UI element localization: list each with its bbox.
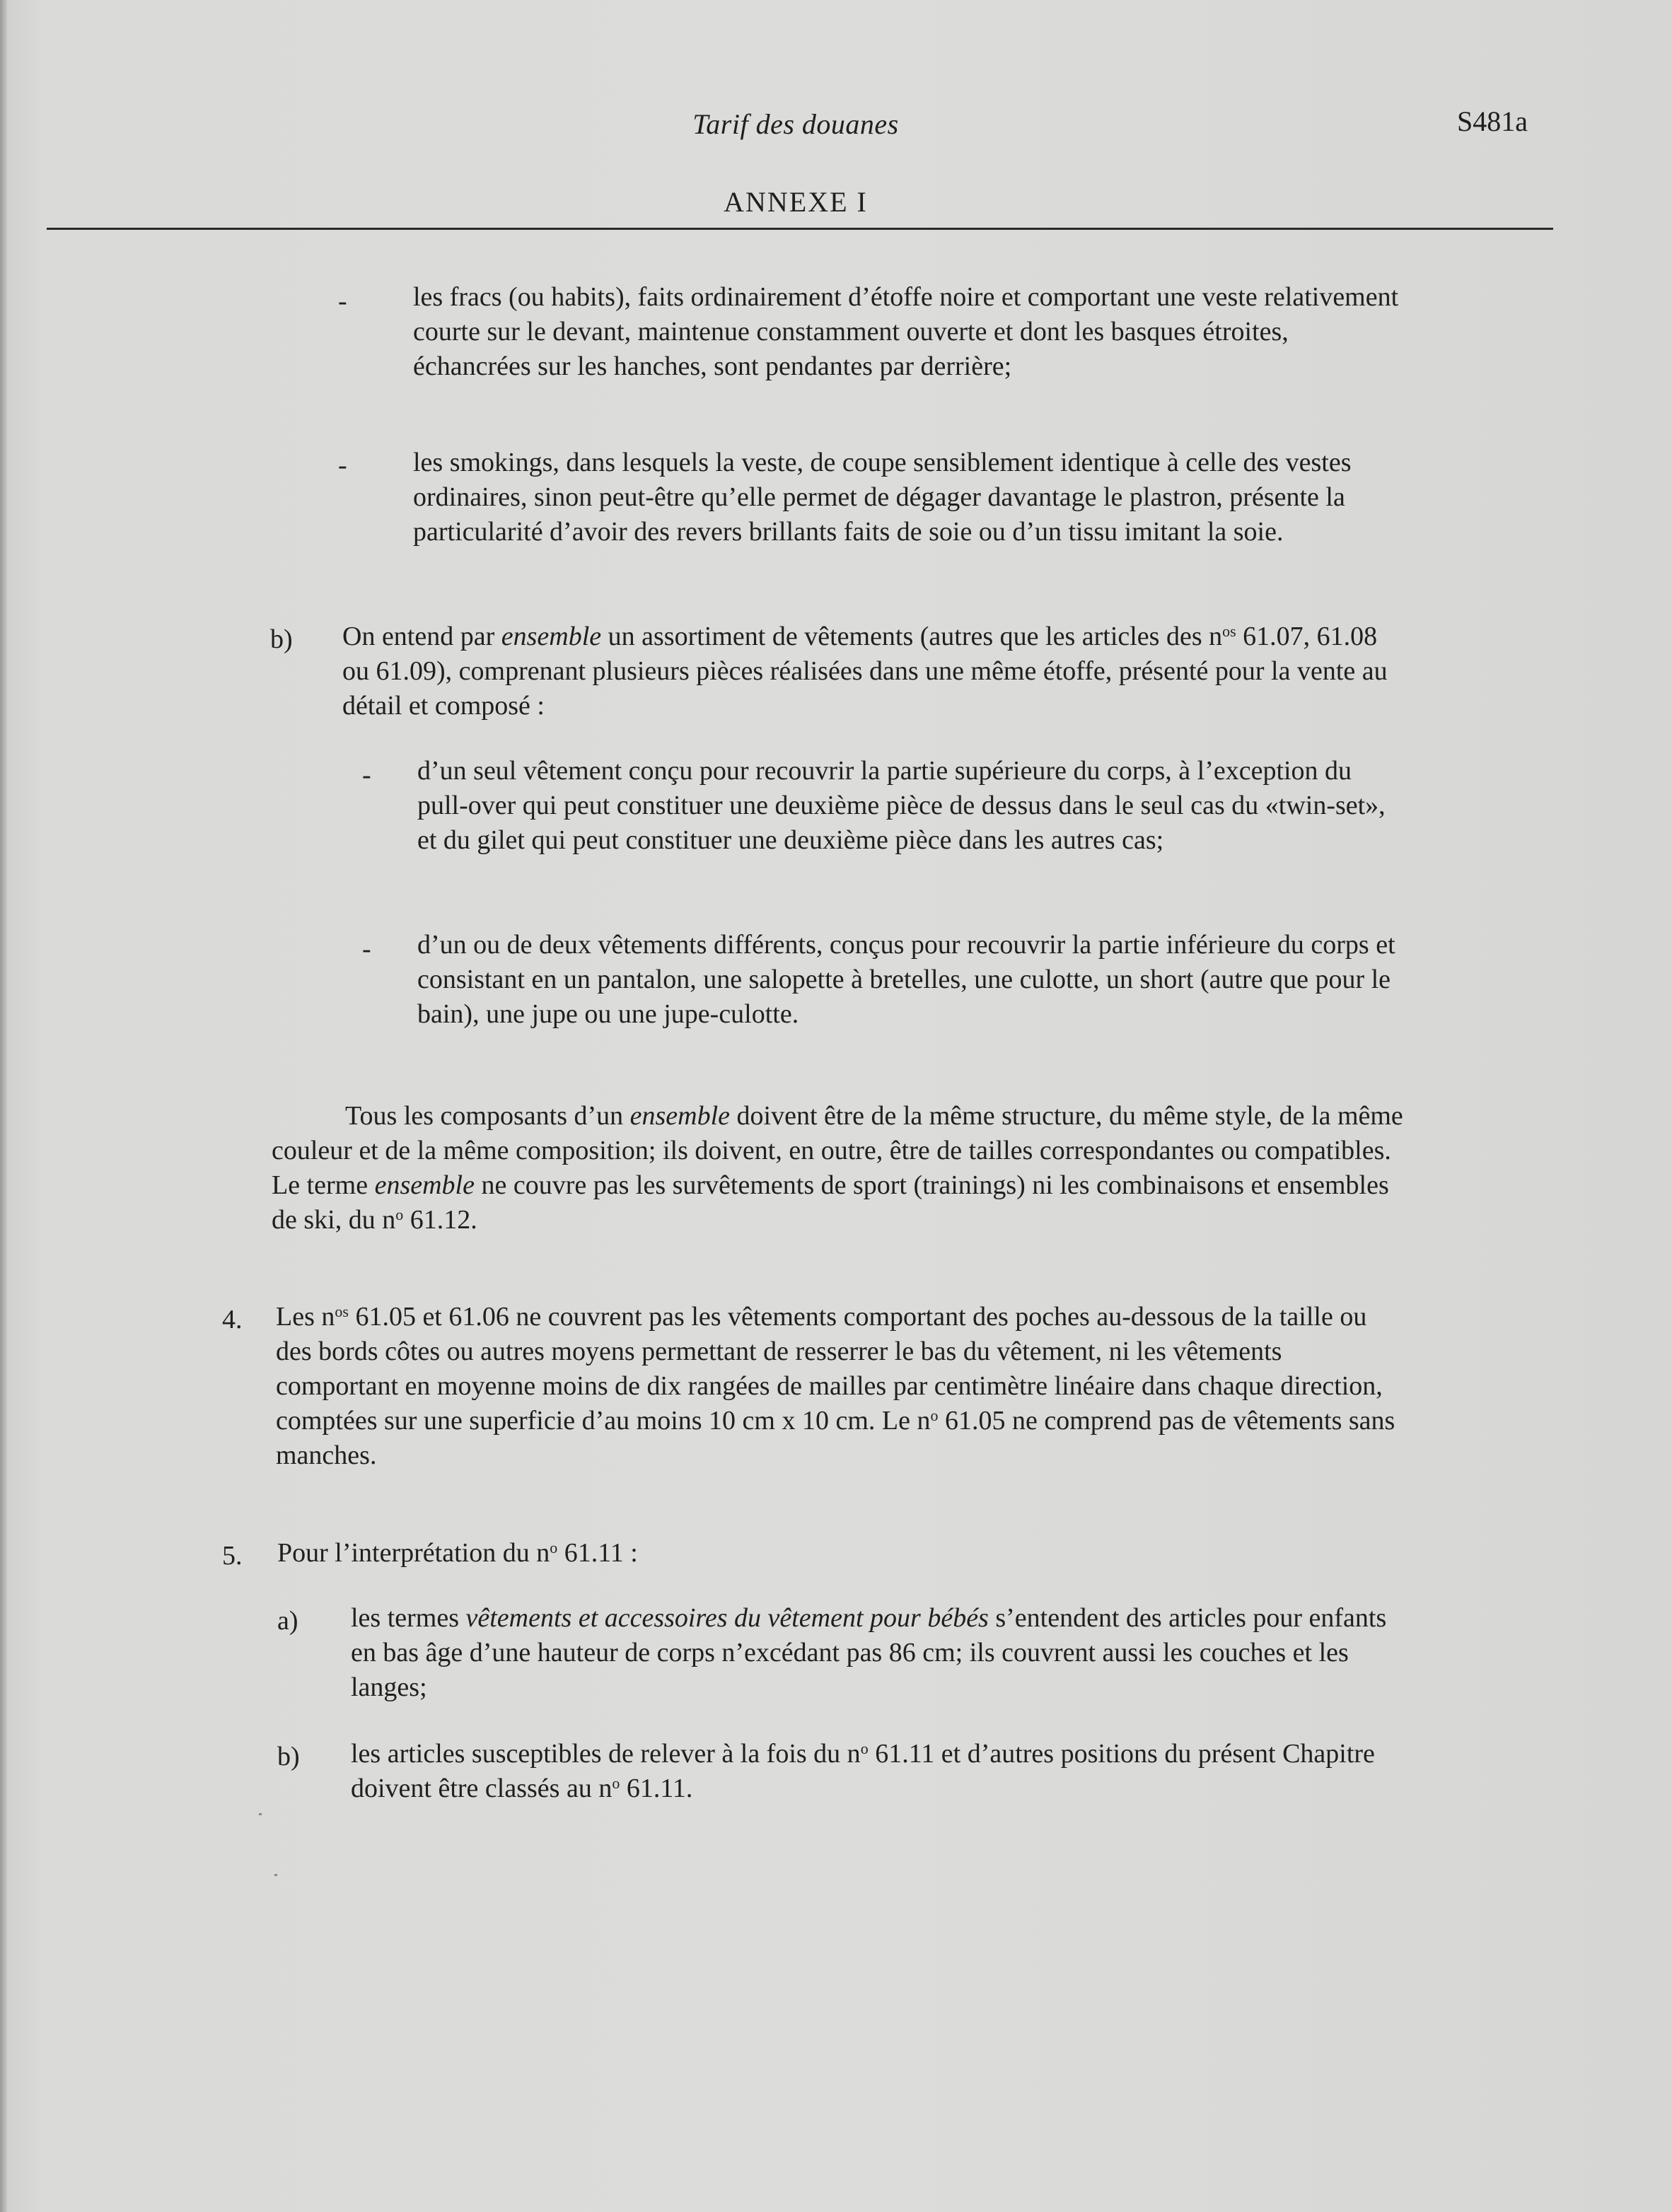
- header-annex: ANNEXE I: [724, 186, 868, 218]
- bullet-marker: -: [338, 450, 347, 480]
- item-b-definition: On entend par ensemble un assortiment de vêtements (autres que les articles des $n^{os}$ 61.07, 61.08 ou 61.09), comprenant plusieurs pièces réalisées dans une même étoffe, présenté pour la vente au détail et composé :: [342, 622, 1388, 721]
- paragraph-ensemble-components: Tous les composants d’un ensemble doivent être de la même structure, du même style, de la même couleur et de la même composition; ils doivent, en outre, être de tailles correspondantes ou compatibles. Le terme ensemble ne couvre pas les survêtements de sport (trainings) ni les combinaisons et ensembles de ski, du $n^o$ 61.12.: [272, 1101, 1403, 1235]
- item-5a-text: les termes vêtements et accessoires du vêtement pour bébés s’entendent des articles pour enfants en bas âge d’une hauteur de corps n’excédant pas 86 cm; ils couvrent aussi les couches et les langes;: [351, 1603, 1387, 1702]
- scan-speck: [274, 1874, 277, 1876]
- bullet-marker: -: [362, 934, 371, 964]
- item-5-marker: 5.: [222, 1541, 243, 1571]
- item-5b-text: les articles susceptibles de relever à la fois du $n^o$ 61.11 et d’autres positions du présent Chapitre doivent être classés au $n^o$ 61.11.: [351, 1739, 1375, 1803]
- item-b-marker: b): [270, 624, 293, 654]
- header-title: Tarif des douanes: [692, 108, 899, 140]
- bullet-smokings: les smokings, dans lesquels la veste, de coupe sensiblement identique à celle des vestes ordinaires, sinon peut-être qu’elle permet de dégager davantage le plastron, présente la particularité d’avoir des revers brillants faits de soie ou d’un tissu imitant la soie.: [413, 448, 1352, 547]
- bullet-upper-garment: d’un seul vêtement conçu pour recouvrir la partie supérieure du corps, à l’exception du pull-over qui peut constituer une deuxième pièce de dessus dans le seul cas du «twin-set», et du gilet qui peut constituer une deuxième pièce dans les autres cas;: [417, 756, 1386, 855]
- item-4-text: Les $n^{os}$ 61.05 et 61.06 ne couvrent pas les vêtements comportant des poches au-dessous de la taille ou des bords côtes ou autres moyens permettant de resserrer le bas du vêtement, ni les vêtements comportant en moyenne moins de dix rangées de mailles par centimètre linéaire dans chaque direction, comptées sur une superficie d’au moins 10 cm x 10 cm. Le $n^o$ 61.05 ne comprend pas de vêtements sans manches.: [276, 1302, 1395, 1470]
- scan-speck: [259, 1813, 262, 1815]
- bullet-marker: -: [362, 760, 371, 790]
- bullet-fracs: les fracs (ou habits), faits ordinairement d’étoffe noire et comportant une veste relativement courte sur le devant, maintenue constamment ouverte et dont les basques étroites, échancrées sur les hanches, sont pendantes par derrière;: [413, 282, 1399, 381]
- item-5b-marker: b): [277, 1742, 300, 1771]
- item-5a-marker: a): [277, 1606, 298, 1636]
- page-binding-edge: [0, 0, 7, 2212]
- item-4-marker: 4.: [222, 1305, 243, 1334]
- bullet-marker: -: [338, 286, 347, 316]
- bullet-lower-garment: d’un ou de deux vêtements différents, conçus pour recouvrir la partie inférieure du corps et consistant en un pantalon, une salopette à bretelles, une culotte, un short (autre que pour le bain), une jupe ou une jupe-culotte.: [417, 930, 1395, 1029]
- header-rule: [47, 228, 1553, 230]
- header-page-code: S481a: [1457, 105, 1528, 137]
- item-5-text: Pour l’interprétation du $n^o$ 61.11 :: [277, 1538, 638, 1568]
